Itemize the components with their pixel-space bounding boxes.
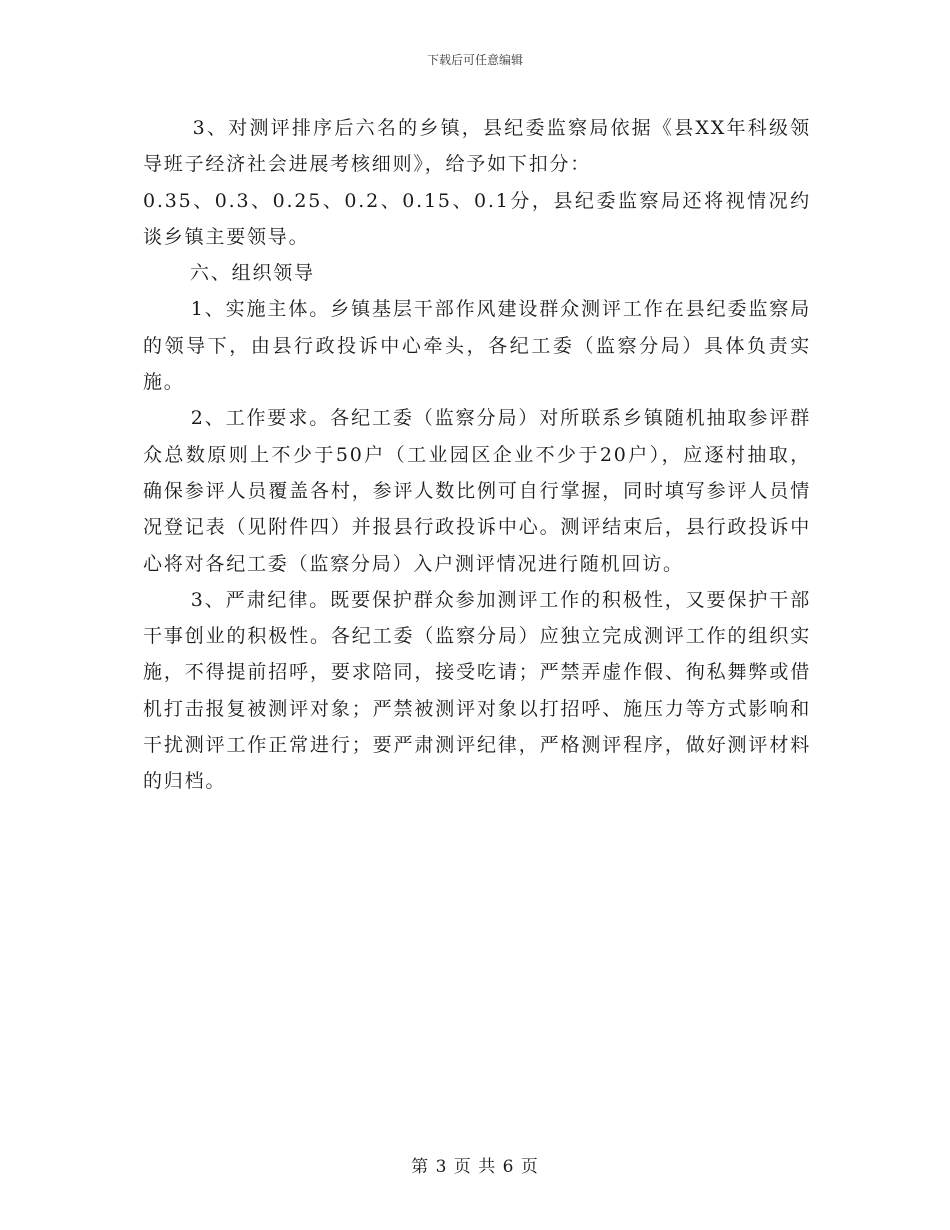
paragraph-discipline: 3、严肃纪律。既要保护群众参加测评工作的积极性，又要保护干部干事创业的积极性。各纪工委（监察分局）应独立完成测评工作的组织实施，不得提前招呼，要求陪同，接受吃请；严禁弄虚作假、徇私舞弊或借机打击报复被测评对象；严禁被测评对象以打招呼、施压力等方式影响和干扰测评工作正常进行；要严肃测评纪律，严格测评程序，做好测评材料的归档。	[143, 588, 811, 793]
section-heading-organization: 六、组织领导	[143, 262, 315, 285]
paragraph-work-requirements: 2、工作要求。各纪工委（监察分局）对所联系乡镇随机抽取参评群众总数原则上不少于50户（工业园区企业不少于20户），应逐村抽取，确保参评人员覆盖各村，参评人数比例可自行掌握，同时填写参评人员情况登记表（见附件四）并报县行政投诉中心。测评结束后，县行政投诉中心将对各纪工委（监察分局）入户测评情况进行随机回访。	[143, 407, 811, 575]
paragraph-deduction-rule: 3、对测评排序后六名的乡镇，县纪委监察局依据《县XX年科级领导班子经济社会进展考核细则》，给予如下扣分： 0.35、0.3、0.25、0.2、0.15、0.1分，县纪委监察局还将视情况约谈乡镇主要领导。	[143, 117, 811, 248]
paragraph-implementing-body: 1、实施主体。乡镇基层干部作风建设群众测评工作在县纪委监察局的领导下，由县行政投诉中心牵头，各纪工委（监察分局）具体负责实施。	[143, 298, 811, 394]
page-header: 下载后可任意编辑	[426, 53, 523, 67]
document-body	[143, 110, 811, 800]
page-number-footer: 第 3 页 共 6 页	[411, 1157, 539, 1177]
